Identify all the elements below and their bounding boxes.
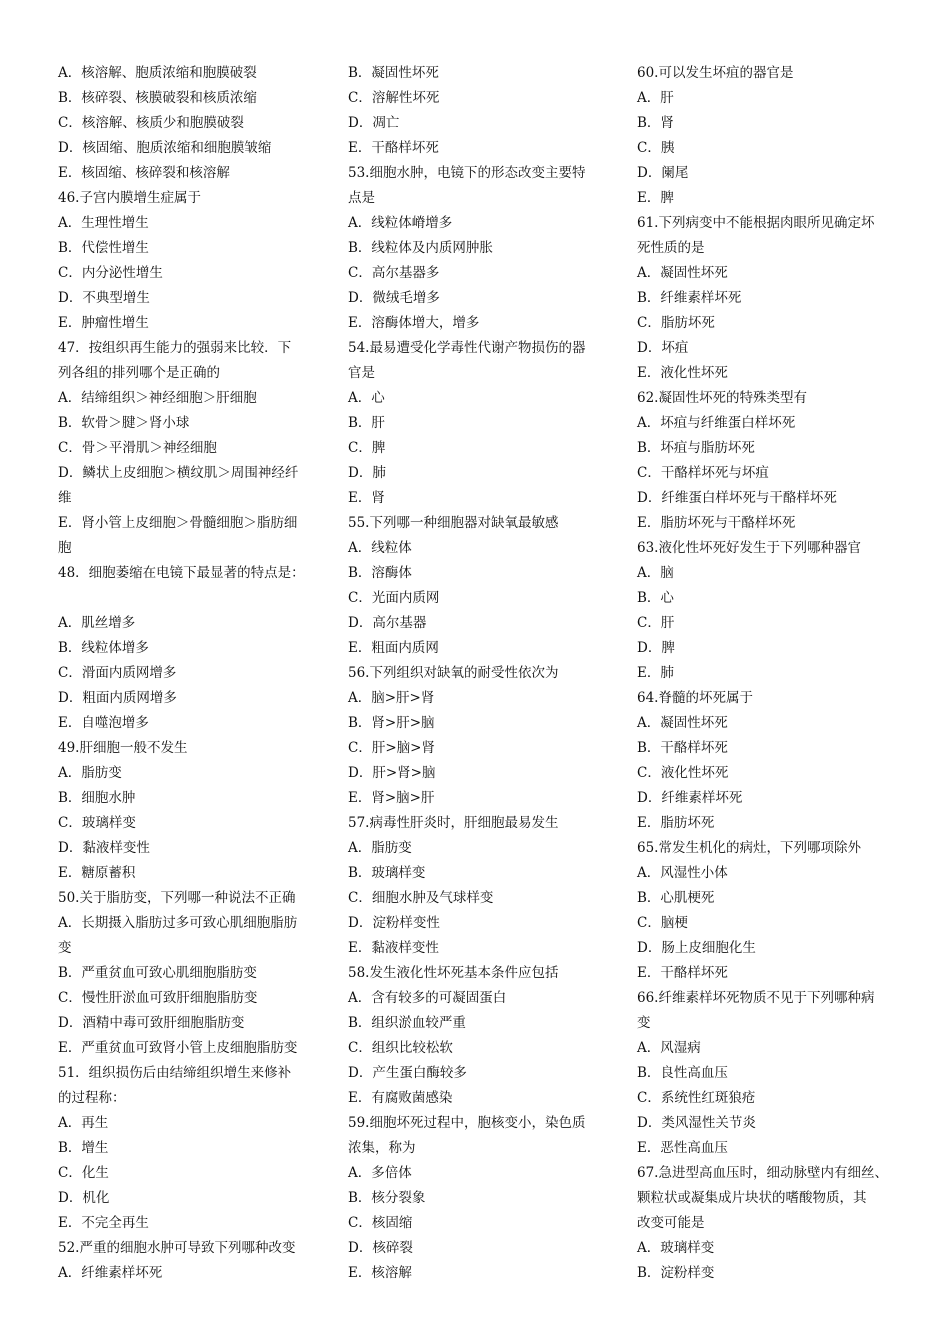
answer-option: B．心 xyxy=(637,590,674,606)
answer-option: A．心 xyxy=(348,390,385,406)
answer-option: A．长期摄入脂肪过多可致心肌细胞脂肪 xyxy=(58,915,298,931)
answer-option: E．自噬泡增多 xyxy=(58,715,149,731)
answer-option: C．系统性红斑狼疮 xyxy=(637,1090,756,1106)
answer-option: A．脑 xyxy=(637,565,674,581)
answer-option: C．肝 xyxy=(637,615,675,631)
text-continuation: 的过程称： xyxy=(58,1090,126,1106)
answer-option: C．肝>脑>肾 xyxy=(348,740,435,756)
answer-option: C．干酪样坏死与坏疽 xyxy=(637,465,769,481)
answer-option: E．有腐败菌感染 xyxy=(348,1090,453,1106)
answer-option: A．脂肪变 xyxy=(58,765,122,781)
answer-option: E．脂肪坏死与干酪样坏死 xyxy=(637,515,796,531)
text-continuation: 变 xyxy=(58,940,72,956)
answer-option: E．肾 xyxy=(348,490,385,506)
text-continuation: 变 xyxy=(637,1015,651,1031)
question-stem: 52.严重的细胞水肿可导致下列哪种改变 xyxy=(58,1240,296,1256)
answer-option: D．肺 xyxy=(348,465,386,481)
answer-option: E．核固缩、核碎裂和核溶解 xyxy=(58,165,230,181)
answer-option: A．肌丝增多 xyxy=(58,615,136,631)
answer-option: C．高尔基器多 xyxy=(348,265,440,281)
answer-option: C．玻璃样变 xyxy=(58,815,136,831)
answer-option: A．线粒体 xyxy=(348,540,412,556)
text-continuation: 改变可能是 xyxy=(637,1215,705,1231)
answer-option: A．核溶解、胞质浓缩和胞膜破裂 xyxy=(58,65,257,81)
text-continuation: 颗粒状或凝集成片块状的嗜酸物质，其 xyxy=(637,1190,867,1206)
answer-option: A．结缔组织＞神经细胞＞肝细胞 xyxy=(58,390,257,406)
text-continuation: 维 xyxy=(58,490,72,506)
answer-option: D．微绒毛增多 xyxy=(348,290,440,306)
answer-option: A．线粒体嵴增多 xyxy=(348,215,453,231)
answer-option: A．纤维素样坏死 xyxy=(58,1265,163,1281)
answer-option: D．核碎裂 xyxy=(348,1240,413,1256)
answer-option: A．凝固性坏死 xyxy=(637,715,728,731)
answer-option: B．凝固性坏死 xyxy=(348,65,439,81)
answer-option: D．脾 xyxy=(637,640,675,656)
answer-option: B．溶酶体 xyxy=(348,565,412,581)
text-continuation: 列各组的排列哪个是正确的 xyxy=(58,365,220,381)
answer-option: C．脂肪坏死 xyxy=(637,315,715,331)
answer-option: C．细胞水肿及气球样变 xyxy=(348,890,494,906)
text-continuation: 死性质的是 xyxy=(637,240,705,256)
answer-option: D．肠上皮细胞化生 xyxy=(637,940,756,956)
question-stem: 62.凝固性坏死的特殊类型有 xyxy=(637,390,807,406)
answer-option: B．肾>肝>脑 xyxy=(348,715,435,731)
answer-option: C．慢性肝淤血可致肝细胞脂肪变 xyxy=(58,990,258,1006)
question-stem: 53.细胞水肿，电镜下的形态改变主要特 xyxy=(348,165,586,181)
question-stem: 56.下列组织对缺氧的耐受性依次为 xyxy=(348,665,559,681)
answer-option: D．肝>肾>脑 xyxy=(348,765,436,781)
answer-option: C．滑面内质网增多 xyxy=(58,665,177,681)
answer-option: A．再生 xyxy=(58,1115,109,1131)
answer-option: D．鳞状上皮细胞＞横纹肌＞周围神经纤 xyxy=(58,465,299,481)
answer-option: B．核分裂象 xyxy=(348,1190,426,1206)
question-stem: 64.脊髓的坏死属于 xyxy=(637,690,753,706)
answer-option: D．纤维素样坏死 xyxy=(637,790,743,806)
question-stem: 49.肝细胞一般不发生 xyxy=(58,740,188,756)
question-stem: 58.发生液化性坏死基本条件应包括 xyxy=(348,965,559,981)
question-stem: 60.可以发生坏疽的器官是 xyxy=(637,65,794,81)
answer-option: A．含有较多的可凝固蛋白 xyxy=(348,990,507,1006)
answer-option: E．脾 xyxy=(637,190,674,206)
answer-option: D．产生蛋白酶较多 xyxy=(348,1065,467,1081)
answer-option: C．光面内质网 xyxy=(348,590,440,606)
answer-option: B．心肌梗死 xyxy=(637,890,715,906)
answer-option: A．风湿性小体 xyxy=(637,865,728,881)
answer-option: B．增生 xyxy=(58,1140,109,1156)
answer-option: A．风湿病 xyxy=(637,1040,701,1056)
answer-option: E．脂肪坏死 xyxy=(637,815,715,831)
answer-option: D．黏液样变性 xyxy=(58,840,150,856)
answer-option: E．干酪样坏死 xyxy=(348,140,439,156)
question-stem: 51．组织损伤后由结缔组织增生来修补 xyxy=(58,1065,292,1081)
text-column-3 xyxy=(637,61,909,1286)
answer-option: B．淀粉样变 xyxy=(637,1265,715,1281)
answer-option: D．机化 xyxy=(58,1190,110,1206)
answer-option: A．坏疽与纤维蛋白样坏死 xyxy=(637,415,796,431)
answer-option: D．核固缩、胞质浓缩和细胞膜皱缩 xyxy=(58,140,272,156)
answer-option: A．脂肪变 xyxy=(348,840,412,856)
answer-option: D．酒精中毒可致肝细胞脂肪变 xyxy=(58,1015,245,1031)
question-stem: 63.液化性坏死好发生于下列哪种器官 xyxy=(637,540,861,556)
answer-option: D．淀粉样变性 xyxy=(348,915,440,931)
answer-option: D．粗面内质网增多 xyxy=(58,690,177,706)
answer-option: A．多倍体 xyxy=(348,1165,412,1181)
answer-option: C．核溶解、核质少和胞膜破裂 xyxy=(58,115,244,131)
answer-option: B．严重贫血可致心肌细胞脂肪变 xyxy=(58,965,257,981)
answer-option: D．阑尾 xyxy=(637,165,689,181)
answer-option: C．胰 xyxy=(637,140,675,156)
answer-option: A．玻璃样变 xyxy=(637,1240,715,1256)
answer-option: B．纤维素样坏死 xyxy=(637,290,742,306)
answer-option: A．生理性增生 xyxy=(58,215,149,231)
answer-option: C．脾 xyxy=(348,440,386,456)
answer-option: E．干酪样坏死 xyxy=(637,965,728,981)
text-continuation: 点是 xyxy=(348,190,375,206)
text-continuation: 胞 xyxy=(58,540,72,556)
answer-option: C．化生 xyxy=(58,1165,109,1181)
answer-option: B．线粒体及内质网肿胀 xyxy=(348,240,493,256)
text-column-1 xyxy=(58,61,320,1286)
answer-option: C．溶解性坏死 xyxy=(348,90,440,106)
answer-option: D．纤维蛋白样坏死与干酪样坏死 xyxy=(637,490,837,506)
answer-option: A．脑>肝>肾 xyxy=(348,690,435,706)
answer-option: C．液化性坏死 xyxy=(637,765,729,781)
blank-line xyxy=(58,586,320,611)
answer-option: B．软骨＞腱＞肾小球 xyxy=(58,415,190,431)
answer-option: E．液化性坏死 xyxy=(637,365,728,381)
answer-option: B．干酪样坏死 xyxy=(637,740,728,756)
answer-option: E．黏液样变性 xyxy=(348,940,439,956)
answer-option: C．组织比较松软 xyxy=(348,1040,453,1056)
answer-option: E．粗面内质网 xyxy=(348,640,439,656)
question-stem: 65.常发生机化的病灶，下列哪项除外 xyxy=(637,840,861,856)
answer-option: E．糖原蓄积 xyxy=(58,865,136,881)
answer-option: B．肝 xyxy=(348,415,385,431)
question-stem: 66.纤维素样坏死物质不见于下列哪种病 xyxy=(637,990,875,1006)
answer-option: E．核溶解 xyxy=(348,1265,412,1281)
question-stem: 46.子宫内膜增生症属于 xyxy=(58,190,201,206)
answer-option: E．溶酶体增大，增多 xyxy=(348,315,480,331)
text-continuation: 浓集，称为 xyxy=(348,1140,416,1156)
answer-option: B．玻璃样变 xyxy=(348,865,426,881)
answer-option: B．细胞水肿 xyxy=(58,790,136,806)
question-stem: 48．细胞萎缩在电镜下最显著的特点是： xyxy=(58,565,305,581)
answer-option: E．肺 xyxy=(637,665,674,681)
question-stem: 67.急进型高血压时，细动脉壁内有细丝、 xyxy=(637,1165,888,1181)
answer-option: A．凝固性坏死 xyxy=(637,265,728,281)
question-stem: 59.细胞坏死过程中，胞核变小，染色质 xyxy=(348,1115,586,1131)
answer-option: B．坏疽与脂肪坏死 xyxy=(637,440,755,456)
answer-option: B．代偿性增生 xyxy=(58,240,149,256)
answer-option: B．肾 xyxy=(637,115,674,131)
answer-option: A．肝 xyxy=(637,90,674,106)
answer-option: B．核碎裂、核膜破裂和核质浓缩 xyxy=(58,90,257,106)
answer-option: E．不完全再生 xyxy=(58,1215,149,1231)
answer-option: E．严重贫血可致肾小管上皮细胞脂肪变 xyxy=(58,1040,298,1056)
answer-option: D．不典型增生 xyxy=(58,290,150,306)
answer-option: E．肾>脑>肝 xyxy=(348,790,435,806)
question-stem: 54.最易遭受化学毒性代谢产物损伤的器 xyxy=(348,340,586,356)
answer-option: E．恶性高血压 xyxy=(637,1140,728,1156)
answer-option: E．肾小管上皮细胞＞骨髓细胞＞脂肪细 xyxy=(58,515,298,531)
answer-option: B．良性高血压 xyxy=(637,1065,728,1081)
answer-option: D．高尔基器 xyxy=(348,615,427,631)
text-column-2 xyxy=(348,61,610,1286)
question-stem: 47．按组织再生能力的强弱来比较．下 xyxy=(58,340,292,356)
answer-option: C．核固缩 xyxy=(348,1215,413,1231)
question-stem: 61.下列病变中不能根据肉眼所见确定坏 xyxy=(637,215,875,231)
question-stem: 50.关于脂肪变，下列哪一种说法不正确 xyxy=(58,890,296,906)
answer-option: B．组织淤血较严重 xyxy=(348,1015,466,1031)
question-stem: 57.病毒性肝炎时，肝细胞最易发生 xyxy=(348,815,559,831)
answer-option: E．肿瘤性增生 xyxy=(58,315,149,331)
answer-option: B．线粒体增多 xyxy=(58,640,149,656)
question-stem: 55.下列哪一种细胞器对缺氧最敏感 xyxy=(348,515,559,531)
text-continuation: 官是 xyxy=(348,365,375,381)
answer-option: D．凋亡 xyxy=(348,115,400,131)
answer-option: C．脑梗 xyxy=(637,915,688,931)
answer-option: C．骨＞平滑肌＞神经细胞 xyxy=(58,440,217,456)
answer-option: C．内分泌性增生 xyxy=(58,265,163,281)
answer-option: D．坏疽 xyxy=(637,340,689,356)
answer-option: D．类风湿性关节炎 xyxy=(637,1115,756,1131)
